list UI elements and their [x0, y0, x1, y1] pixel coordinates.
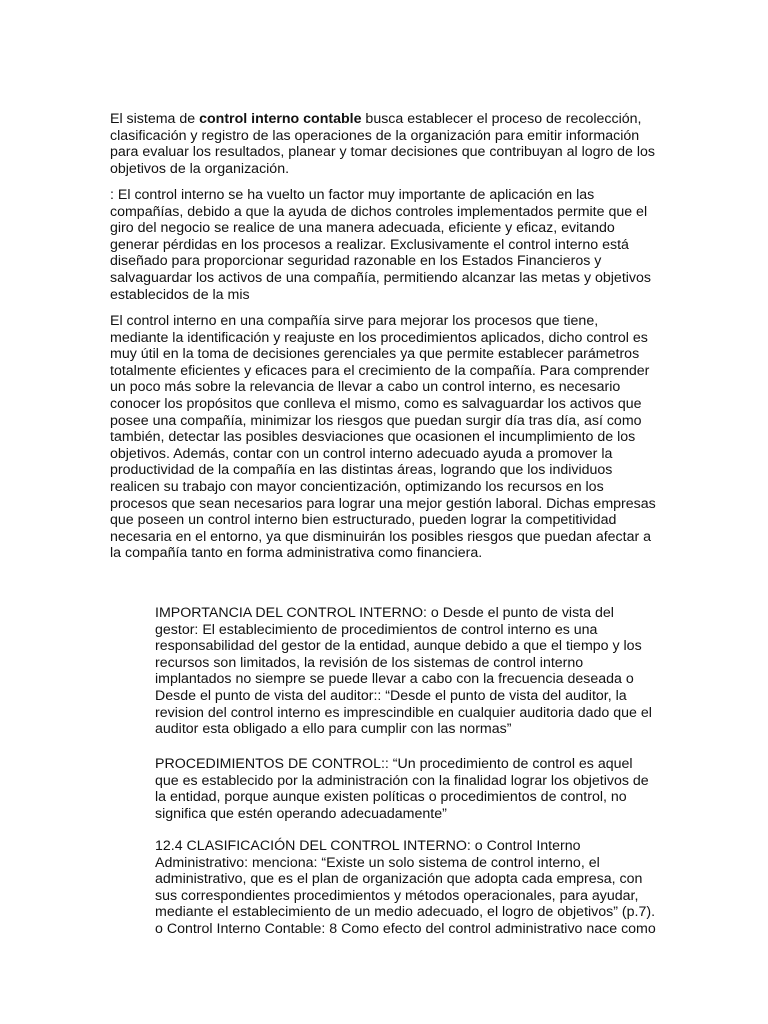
classification-section: 12.4 CLASIFICACIÓN DEL CONTROL INTERNO: o Control Interno Administrativo: menciona: “Existe un solo sistema de control interno, el administrativo, que es el plan de organización que adopta cada empresa, con sus correspondientes procedimientos y métodos operacionales, para ayudar, mediante el establecimiento de un medio adecuado, el logro de objetivos” (p.7). o Control Interno Contable: 8 Como efecto del control administrativo nace como [155, 838, 656, 937]
intro-paragraph [110, 111, 670, 177]
purpose-paragraph: El control interno en una compañía sirve para mejorar los procesos que tiene, mediante la identificación y reajuste en los procedimientos aplicados, dicho control es muy útil en la toma de decisiones gerenciales ya que permite establecer parámetros totalmente eficientes y eficaces para el crecimiento de la compañía. Para comprender un poco más sobre la relevancia de llevar a cabo un control interno, es necesario conocer los propósitos que conlleva el mismo, como es salvaguardar los activos que posee una compañía, minimizar los riesgos que puedan surgir día tras día, así como también, detectar las posibles desviaciones que ocasionen el incumplimiento de los objetivos. Además, contar con un control interno adecuado ayuda a promover la productividad de la compañía en las distintas áreas, logrando que los individuos realicen su trabajo con mayor concientización, optimizando los recursos en los procesos que sean necesarios para lograr una mejor gestión laboral. Dichas empresas que poseen un control interno bien estructurado, pueden lograr la competitividad necesaria en el entorno, ya que disminuirán los posibles riesgos que puedan afectar a la compañía tanto en forma administrativa como financiera. [110, 313, 656, 562]
procedures-section: PROCEDIMIENTOS DE CONTROL:: “Un procedimiento de control es aquel que es establecido por la administración con la finalidad lograr los objetivos de la entidad, porque aunque existen políticas o procedimientos de control, no significa que estén operando adecuadamente” [155, 756, 649, 822]
importance-section: IMPORTANCIA DEL CONTROL INTERNO: o Desde el punto de vista del gestor: El establecimiento de procedimientos de control interno es una responsabilidad del gestor de la entidad, aunque debido a que el tiempo y los recursos son limitados, la revisión de los sistemas de control interno implantados no siempre se puede llevar a cabo con la frecuencia deseada o Desde el punto de vista del auditor:: “Desde el punto de vista del auditor, la revision del control interno es imprescindible en cualquier auditoria dado que el auditor esta obligado a ello para cumplir con las normas” [155, 605, 652, 738]
intro-text-end: busca establecer el proceso de recolección, clasificación y registro de las operaciones de la organización para emitir información para evaluar los resultados, planear y tomar decisiones que contribuyan al logro de los objetivos de la organización. [110, 111, 655, 177]
intro-bold-term: control interno contable [199, 111, 362, 127]
intro-text-start: El sistema de [110, 111, 200, 127]
importance-paragraph: : El control interno se ha vuelto un factor muy importante de aplicación en las compañías, debido a que la ayuda de dichos controles implementados permite que el giro del negocio se realice de una manera adecuada, eficiente y eficaz, evitando generar pérdidas en los procesos a realizar. Exclusivamente el control interno está diseñado para proporcionar seguridad razonable en los Estados Financieros y salvaguardar los activos de una compañía, permitiendo alcanzar las metas y objetivos establecidos de la mis [110, 187, 651, 303]
